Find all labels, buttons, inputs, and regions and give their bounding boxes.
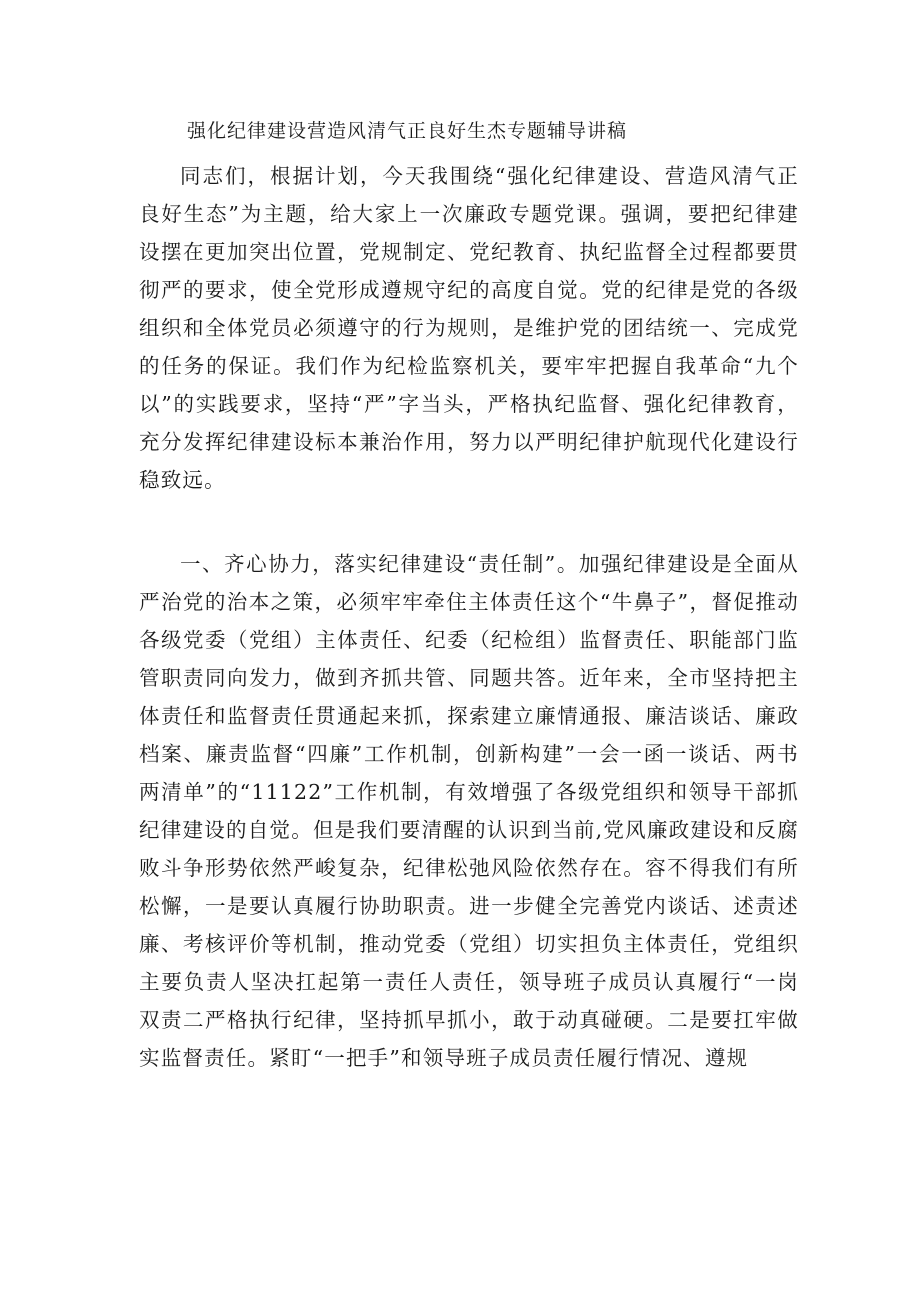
- document-title: 强化纪律建设营造风清气正良好生杰专题辅导讲稿: [187, 120, 628, 142]
- paragraph-intro: 同志们，根据计划，今天我围绕“强化纪律建设、营造风清气正良好生态”为主题，给大家上一次廉政专题党课。强调，要把纪律建设摆在更加突出位置，党规制定、党纪教育、执纪监督全过程都要贯彻严的要求，使全党形成遵规守纪的高度自觉。党的纪律是党的各级组织和全体党员必须遵守的行为规则，是维护党的团结统一、完成党的任务的保证。我们作为纪检监察机关，要牢牢把握自我革命“九个以”的实践要求，坚持“严”字当头，严格执纪监督、强化纪律教育，充分发挥纪律建设标本兼治作用，努力以严明纪律护航现代化建设行稳致远。: [139, 164, 799, 492]
- paragraph-section-one: 一、齐心协力，落实纪律建设“责任制”。加强纪律建设是全面从严治党的治本之策，必须牢牢牵住主体责任这个“牛鼻子”，督促推动各级党委（党组）主体责任、纪委（纪检组）监督责任、职能部门监管职责同向发力，做到齐抓共管、同题共答。近年来，全市坚持把主体责任和监督责任贯通起来抓，探索建立廉情通报、廉洁谈话、廉政档案、廉责监督“四廉”工作机制，创新构建”一会一函一谈话、两书两清单”的“11122”工作机制，有效增强了各级党组织和领导干部抓纪律建设的自觉。但是我们要清醒的认识到当前,党风廉政建设和反腐败斗争形势依然严峻复杂，纪律松弛风险依然存在。容不得我们有所松懈，一是要认真履行协助职责。进一步健全完善党内谈话、述责述廉、考核评价等机制，推动党委（党组）切实担负主体责任，党组织主要负责人坚决扛起第一责任人责任，领导班子成员认真履行“一岗双责二严格执行纪律，坚持抓早抓小，敢于动真碰硬。二是要扛牢做实监督责任。紧盯“一把手”和领导班子成员责任履行情况、遵规: [139, 552, 799, 1070]
